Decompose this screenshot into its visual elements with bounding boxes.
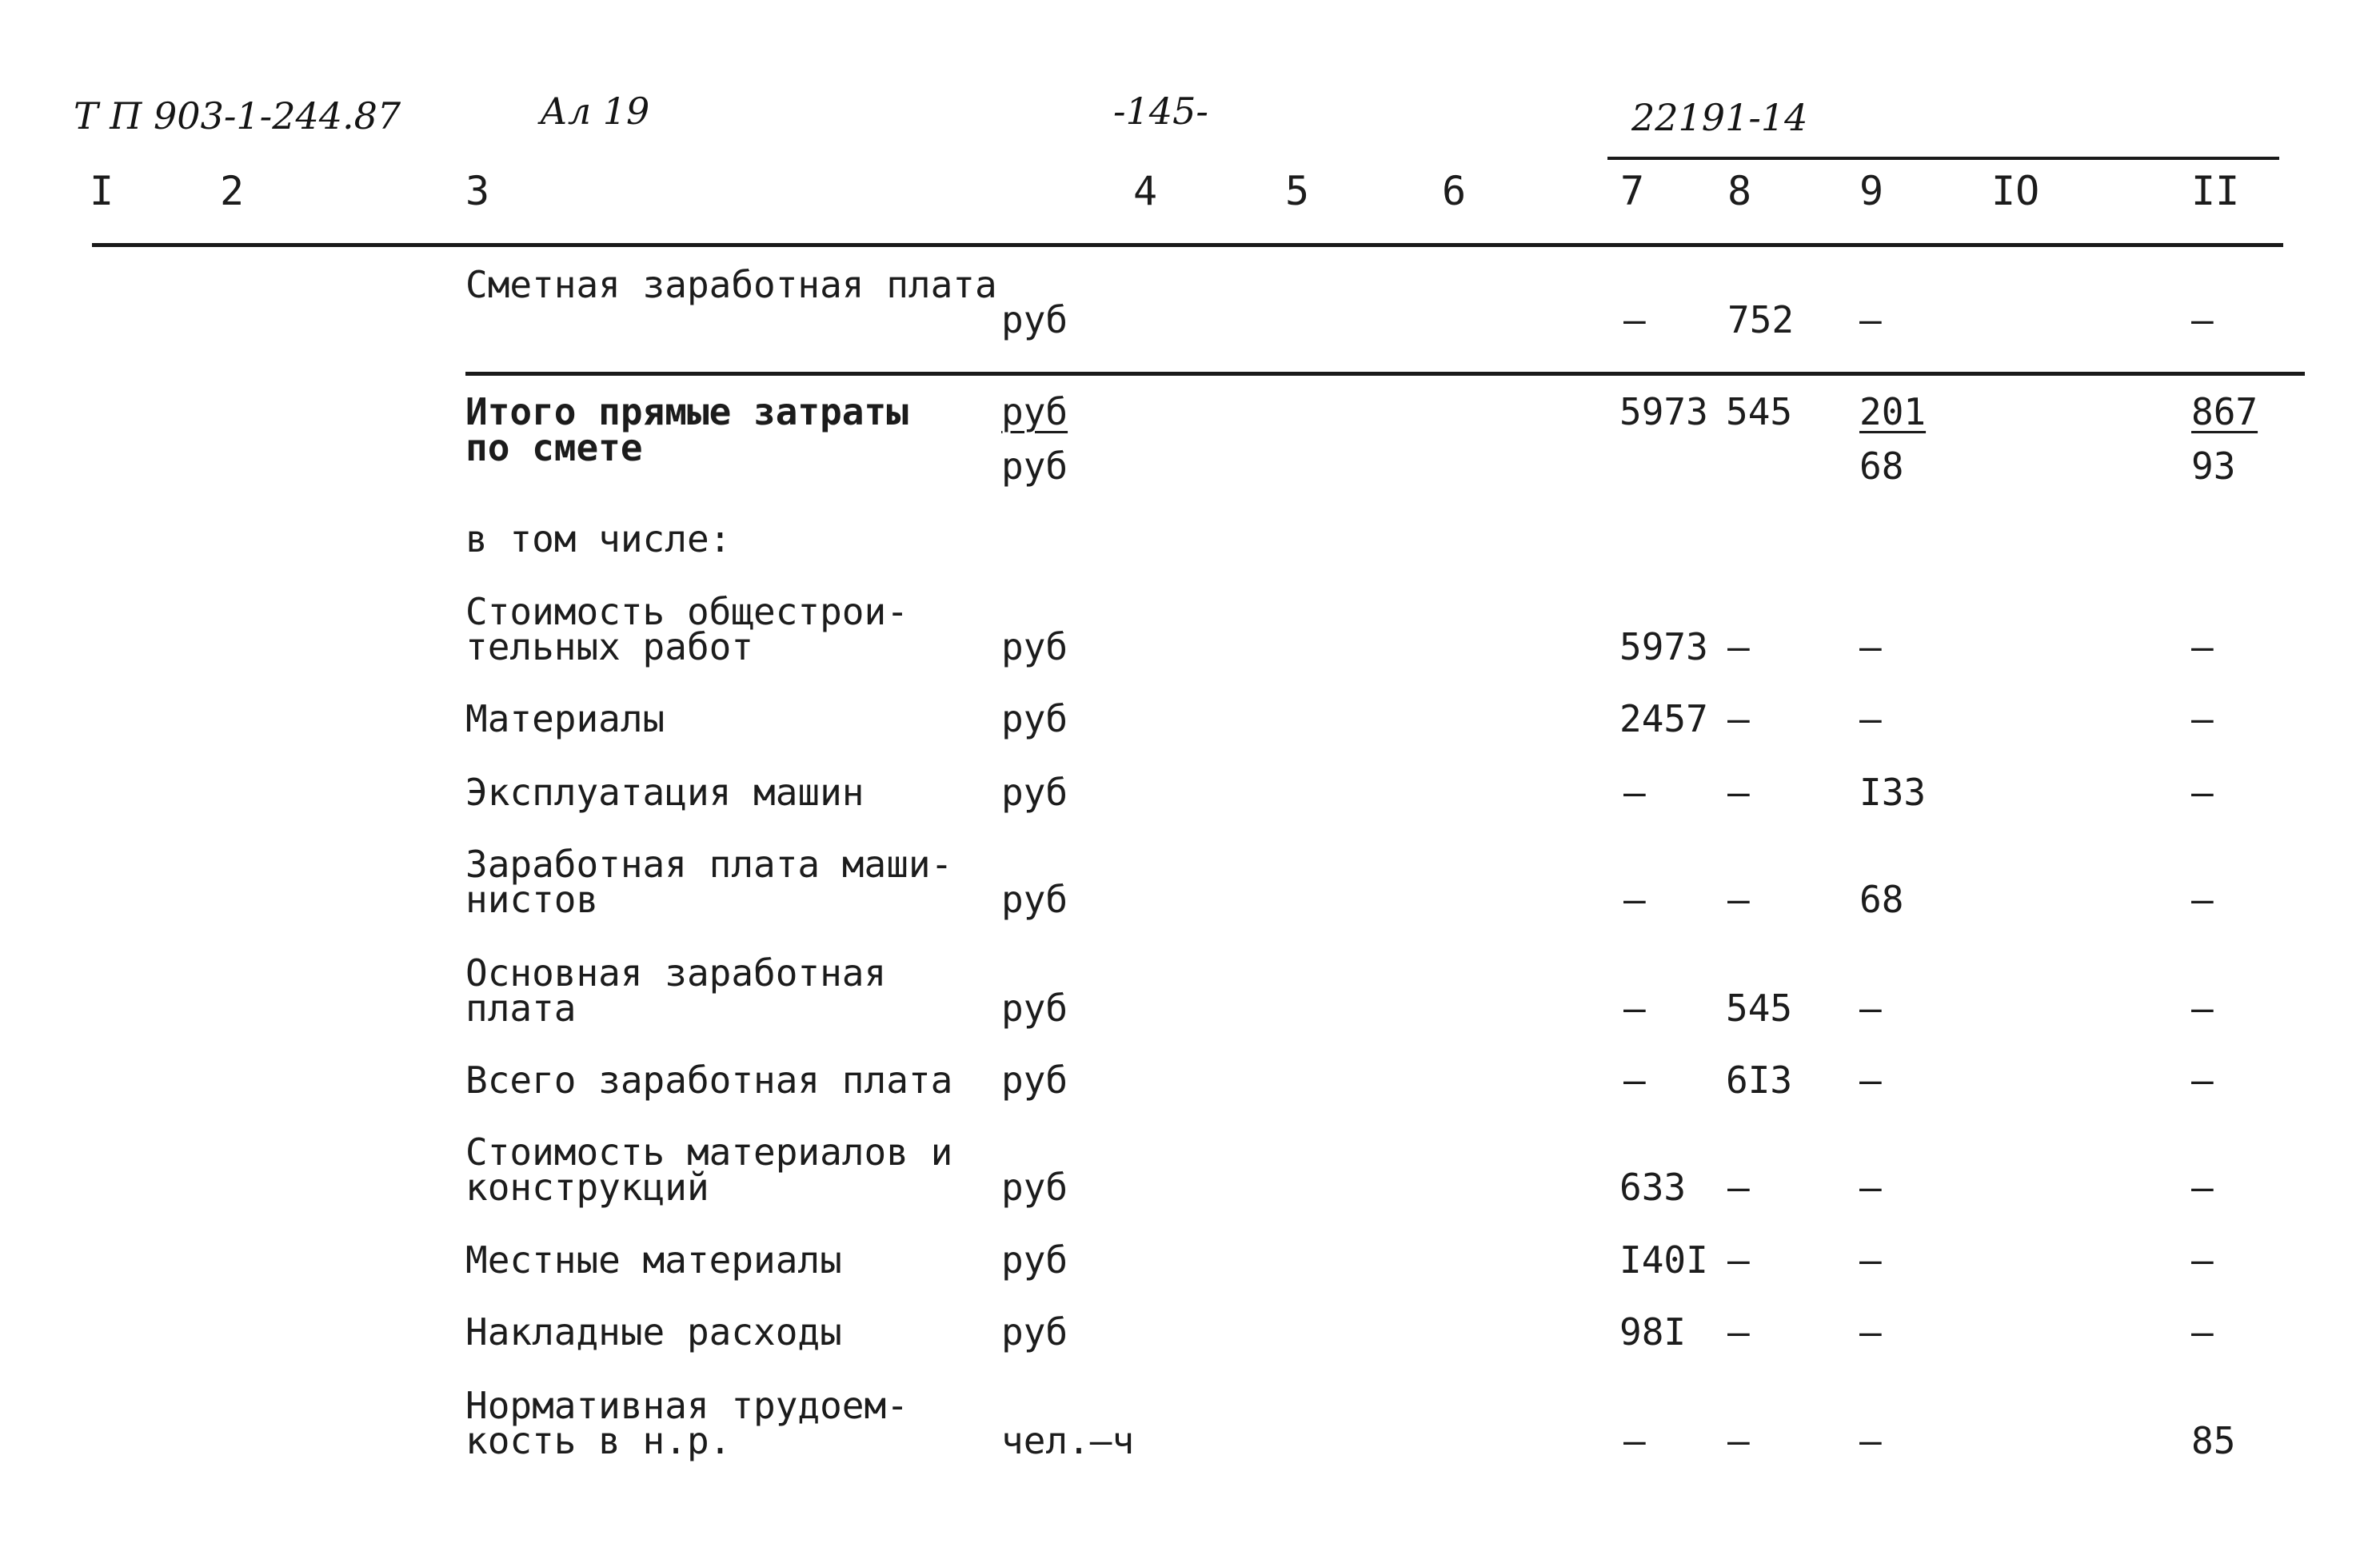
row-unit: руб	[1001, 625, 1068, 668]
cell-col11: –	[2191, 1238, 2214, 1282]
column-number: 4	[1133, 168, 1158, 214]
row-label-line1: Материалы	[465, 697, 665, 740]
row-unit: чел.–ч	[1001, 1419, 1135, 1462]
column-number: 6	[1442, 168, 1467, 214]
column-number: 9	[1859, 168, 1884, 214]
cell-col7: –	[1623, 771, 1646, 814]
total-unit-2: руб	[1001, 445, 1068, 488]
row-unit: руб	[1001, 878, 1068, 921]
cell-col11-bottom: 93	[2191, 445, 2236, 488]
cell-col11: –	[2191, 298, 2214, 341]
inventory-number: 22191-14	[1631, 96, 1808, 139]
row-unit: руб	[1001, 987, 1068, 1030]
cell-col7: –	[1623, 987, 1646, 1030]
row-label-line2: тельных работ	[465, 625, 754, 668]
row-label: Сметная заработная плата	[465, 263, 997, 306]
column-number: II	[2191, 168, 2240, 214]
cell-col8: –	[1727, 1310, 1750, 1354]
cell-col11: –	[2191, 987, 2214, 1030]
row-label-line2: конструкций	[465, 1166, 709, 1209]
cell-col9: –	[1859, 1166, 1882, 1209]
cell-col8: –	[1727, 1166, 1750, 1209]
cell-col9: –	[1859, 1310, 1882, 1354]
row-unit: руб	[1001, 1059, 1068, 1102]
row-label-line2: нистов	[465, 878, 599, 921]
row-unit: руб	[1001, 1166, 1068, 1209]
total-unit-1: руб	[1001, 390, 1068, 433]
cell-col8: 545	[1726, 987, 1793, 1030]
row-label-line1: Местные материалы	[465, 1238, 842, 1282]
cell-col11: 85	[2191, 1419, 2236, 1462]
cell-col11: –	[2191, 1310, 2214, 1354]
cell-col7: 5973	[1619, 625, 1708, 668]
row-unit: руб	[1001, 1310, 1068, 1354]
total-label-line1: Итого прямые затраты	[465, 390, 908, 433]
total-label-line2: по смете	[465, 426, 643, 469]
row-label-line1: Основная заработная	[465, 951, 887, 995]
column-number: IO	[1991, 168, 2040, 214]
cell-col8: 545	[1726, 390, 1793, 433]
cell-col9: –	[1859, 1419, 1882, 1462]
cell-col9-top: 201	[1859, 390, 1927, 433]
cell-col9: –	[1859, 625, 1882, 668]
cell-col9: –	[1859, 1238, 1882, 1282]
cell-col8: 6I3	[1726, 1059, 1793, 1102]
cell-col9: –	[1859, 298, 1882, 341]
cell-col8: –	[1727, 878, 1750, 921]
column-number: 8	[1727, 168, 1752, 214]
cell-col7: –	[1623, 1059, 1646, 1102]
row-label-line1: Стоимость общестрои-	[465, 590, 908, 633]
cell-col7: I40I	[1619, 1238, 1708, 1282]
row-unit: руб	[1001, 771, 1068, 814]
cell-col7: 98I	[1619, 1310, 1687, 1354]
row-label-line2: кость в н.р.	[465, 1419, 732, 1462]
cell-col7: 5973	[1619, 390, 1708, 433]
cell-col11: –	[2191, 625, 2214, 668]
cell-col8: –	[1727, 771, 1750, 814]
cell-col9: –	[1859, 1059, 1882, 1102]
row-label-line1: Стоимость материалов и	[465, 1130, 953, 1174]
column-number: 7	[1620, 168, 1645, 214]
including-label: в том числе:	[465, 517, 732, 560]
total-separator-rule	[465, 372, 2305, 376]
row-label-line1: Накладные расходы	[465, 1310, 842, 1354]
row-unit: руб	[1001, 298, 1068, 341]
cell-col7: –	[1623, 1419, 1646, 1462]
row-unit: руб	[1001, 1238, 1068, 1282]
cell-col8: –	[1727, 1238, 1750, 1282]
row-unit: руб	[1001, 697, 1068, 740]
row-label-line1: Эксплуатация машин	[465, 771, 865, 814]
page-number: -145-	[1113, 90, 1208, 133]
cell-col8: 752	[1727, 298, 1795, 341]
cell-col7: –	[1623, 298, 1646, 341]
cell-col11: –	[2191, 771, 2214, 814]
cell-col7: 2457	[1619, 697, 1708, 740]
cell-col9: 68	[1859, 878, 1904, 921]
cell-col11-top: 867	[2191, 390, 2258, 433]
cell-col9: I33	[1859, 771, 1927, 814]
cell-col9-bottom: 68	[1859, 445, 1904, 488]
row-label-line2: плата	[465, 987, 577, 1030]
cell-col8: –	[1727, 1419, 1750, 1462]
cell-col7: 633	[1619, 1166, 1687, 1209]
cell-col7: –	[1623, 878, 1646, 921]
column-number: 5	[1285, 168, 1310, 214]
row-label-line1: Нормативная трудоем-	[465, 1384, 908, 1427]
document-code: Т П 903-1-244.87	[74, 94, 401, 138]
column-number: 2	[220, 168, 245, 214]
album-number: Ал 19	[540, 90, 650, 133]
row-label-line1: Заработная плата маши-	[465, 843, 953, 886]
cell-col11: –	[2191, 1166, 2214, 1209]
cell-col8: –	[1727, 625, 1750, 668]
header-top-rule	[1607, 157, 2279, 160]
column-number: 3	[465, 168, 490, 214]
cell-col9: –	[1859, 697, 1882, 740]
cell-col11: –	[2191, 697, 2214, 740]
cell-col11: –	[2191, 878, 2214, 921]
row-label-line1: Всего заработная плата	[465, 1059, 953, 1102]
column-number: I	[90, 168, 114, 214]
cell-col11: –	[2191, 1059, 2214, 1102]
header-bottom-rule	[92, 243, 2283, 247]
cell-col9: –	[1859, 987, 1882, 1030]
cell-col8: –	[1727, 697, 1750, 740]
